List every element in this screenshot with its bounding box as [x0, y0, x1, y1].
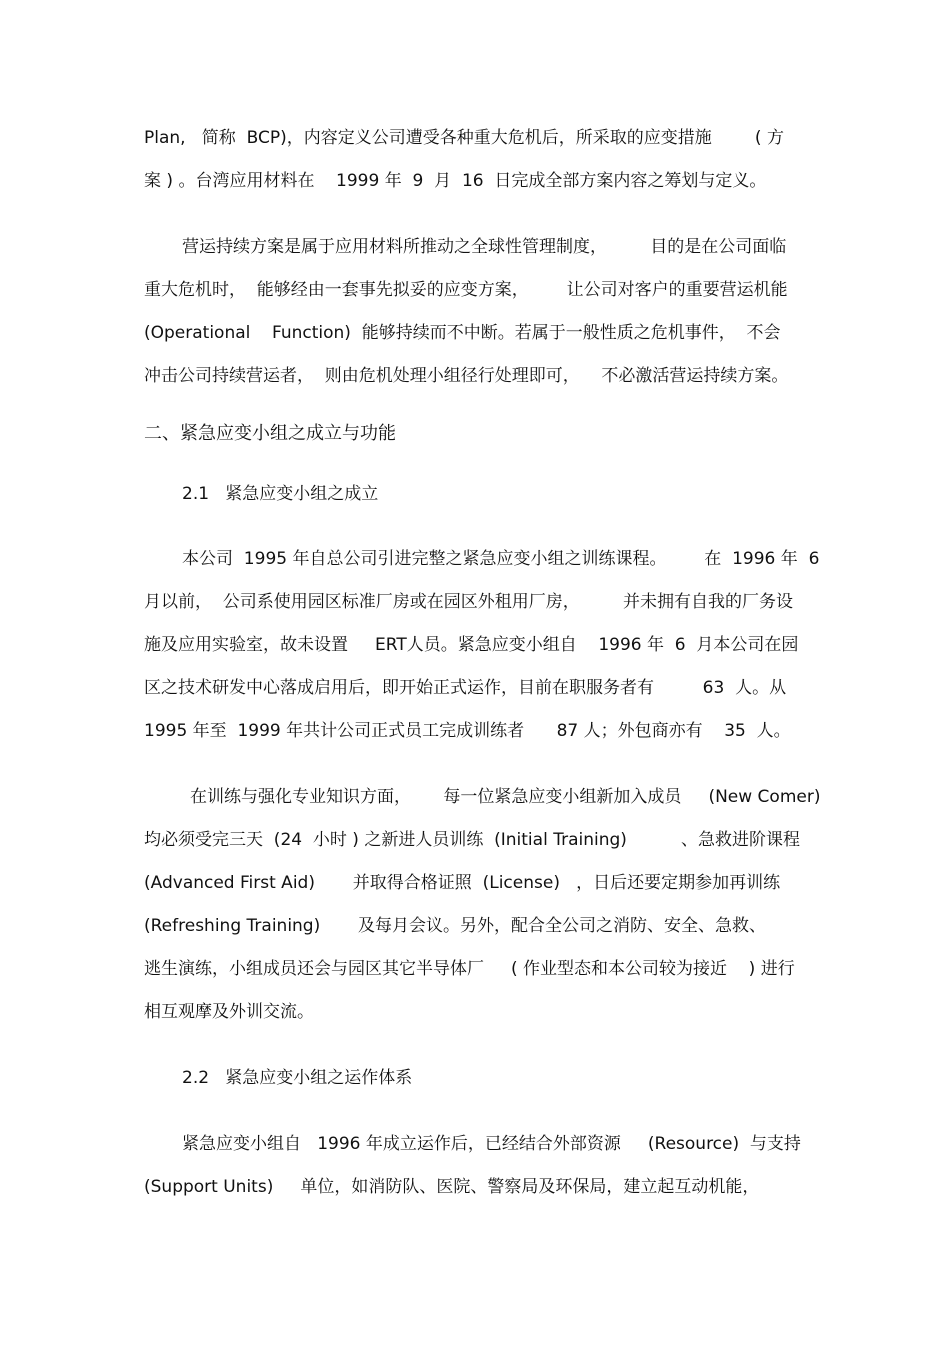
paragraph-1-line-1: Plan, 简称 BCP)，内容定义公司遭受各种重大危机后，所采取的应变措施 ( 方	[144, 128, 784, 148]
subsection-2-1-para-b-line-1: 在训练与强化专业知识方面， 每一位紧急应变小组新加入成员 (New Comer)	[190, 787, 821, 807]
subsection-2-2-heading: 2.2 紧急应变小组之运作体系	[182, 1068, 413, 1088]
subsection-2-1-para-a-line-3: 施及应用实验室，故未设置 ERT人员。紧急应变小组自 1996 年 6 月本公司在园	[144, 635, 799, 655]
paragraph-2-line-2: 重大危机时， 能够经由一套事先拟妥的应变方案， 让公司对客户的重要营运机能	[144, 280, 788, 300]
subsection-2-1-para-a-line-5: 1995 年至 1999 年共计公司正式员工完成训练者 87 人；外包商亦有 35 人。	[144, 721, 791, 741]
subsection-2-1-para-a-line-2: 月以前， 公司系使用园区标准厂房或在园区外租用厂房， 并未拥有自我的厂务设	[144, 592, 794, 612]
paragraph-2-line-1: 营运持续方案是属于应用材料所推动之全球性管理制度， 目的是在公司面临	[182, 237, 787, 257]
paragraph-2-line-3: (Operational Function) 能够持续而不中断。若属于一般性质之危机事件， 不会	[144, 323, 781, 343]
subsection-2-2-para-line-1: 紧急应变小组自 1996 年成立运作后，已经结合外部资源 (Resource) 与支持	[182, 1134, 801, 1154]
paragraph-2-line-4: 冲击公司持续营运者， 则由危机处理小组径行处理即可， 不必激活营运持续方案。	[144, 366, 789, 386]
subsection-2-1-para-b-line-6: 相互观摩及外训交流。	[144, 1002, 314, 1022]
subsection-2-1-para-b-line-5: 逃生演练，小组成员还会与园区其它半导体厂 ( 作业型态和本公司较为接近 ) 进行	[144, 959, 795, 979]
subsection-2-1-para-a-line-1: 本公司 1995 年自总公司引进完整之紧急应变小组之训练课程。 在 1996 年 6	[182, 549, 820, 569]
subsection-2-1-para-a-line-4: 区之技术研发中心落成启用后，即开始正式运作，目前在职服务者有 63 人。从	[144, 678, 787, 698]
paragraph-1-line-2: 案 ) 。台湾应用材料在 1999 年 9 月 16 日完成全部方案内容之筹划与定义。	[144, 171, 767, 191]
subsection-2-1-para-b-line-4: (Refreshing Training) 及每月会议。另外，配合全公司之消防、安全、急救、	[144, 916, 767, 936]
subsection-2-1-para-b-line-3: (Advanced First Aid) 并取得合格证照 (License) ，日后还要定期参加再训练	[144, 873, 781, 893]
subsection-2-1-para-b-line-2: 均必须受完三天 (24 小时 ) 之新进人员训练 (Initial Training) 、急救进阶课程	[144, 830, 800, 850]
subsection-2-2-para-line-2: (Support Units) 单位，如消防队、医院、警察局及环保局，建立起互动机能，	[144, 1177, 760, 1197]
section-heading: 二、紧急应变小组之成立与功能	[144, 423, 396, 444]
subsection-2-1-heading: 2.1 紧急应变小组之成立	[182, 484, 379, 504]
